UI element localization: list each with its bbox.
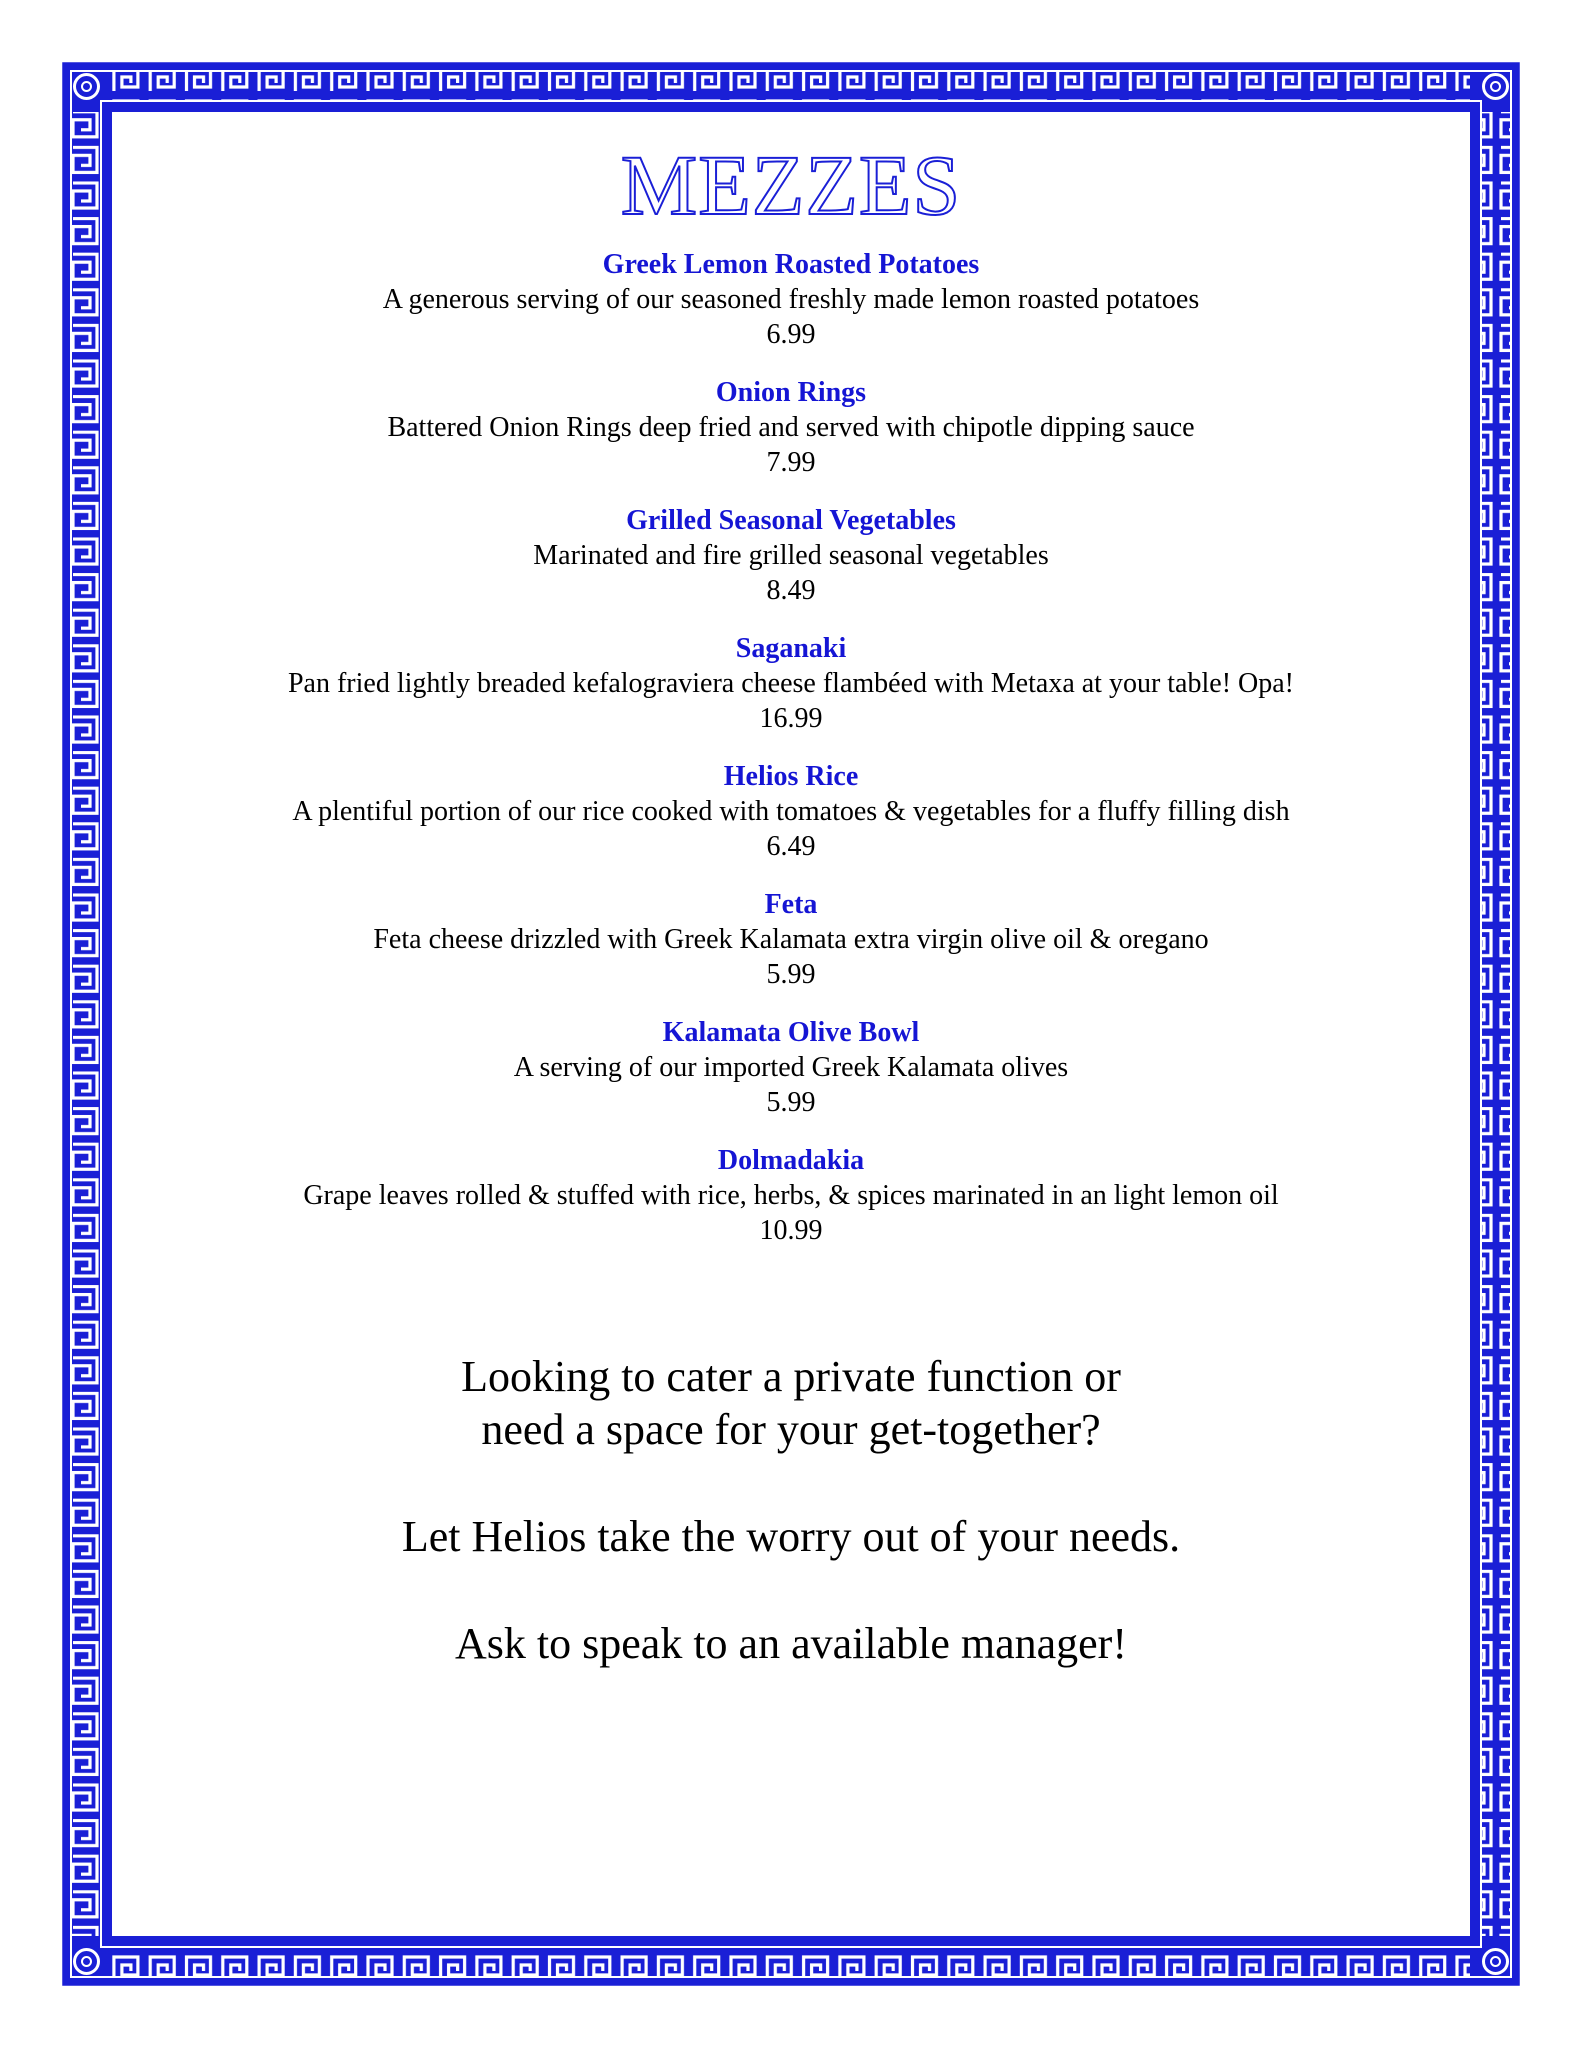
promo-line: Ask to speak to an available manager! [455,1619,1127,1668]
menu-item-description: A generous serving of our seasoned freshly made lemon roasted potatoes [382,284,1200,315]
menu-item-description: Feta cheese drizzled with Greek Kalamata extra virgin olive oil & oregano [373,924,1209,955]
menu-item-name: Dolmadakia [717,1145,865,1176]
promo-line: need a space for your get-together? [481,1405,1101,1454]
menu-item-price: 6.99 [766,319,816,350]
menu-item-description: Pan fried lightly breaded kefalograviera cheese flambéed with Metaxa at your table! Opa! [287,668,1294,699]
menu-item-price: 5.99 [766,959,816,990]
menu-item-name: Saganaki [735,633,847,664]
promo-call-to-action [115,1617,1467,1670]
page-title: MEZZES [620,137,962,233]
menu-item-price: 6.49 [766,831,816,862]
menu-item [115,888,1467,1016]
menu-item [115,504,1467,632]
promo-question [115,1350,1467,1456]
menu-item-price: 10.99 [759,1215,823,1246]
menu-item-name: Grilled Seasonal Vegetables [626,505,956,536]
key-pattern-top [112,71,1470,101]
menu-item [115,760,1467,888]
menu-item-name: Kalamata Olive Bowl [662,1017,920,1048]
menu-item-description: A serving of our imported Greek Kalamata olives [513,1052,1069,1083]
menu-item-price: 16.99 [759,703,823,734]
promo-statement [115,1510,1467,1563]
menu-item [115,1016,1467,1144]
menu-item-name: Helios Rice [723,761,859,792]
key-pattern-right [1481,112,1511,1936]
menu-item-price: 7.99 [766,447,816,478]
menu-item-price: 5.99 [766,1087,816,1118]
menu-item-name: Greek Lemon Roasted Potatoes [602,249,980,280]
key-pattern-bottom [112,1946,1470,1976]
menu-item [115,632,1467,760]
menu-item [115,376,1467,504]
menu-item [115,1144,1467,1272]
menu-item-description: Battered Onion Rings deep fried and served with chipotle dipping sauce [387,412,1195,443]
menu-item-name: Feta [764,889,818,920]
menu-item-description: Grape leaves rolled & stuffed with rice, herbs, & spices marinated in an light lemon oil [303,1180,1279,1211]
menu-item-name: Onion Rings [715,377,867,408]
menu-item-description: A plentiful portion of our rice cooked with tomatoes & vegetables for a fluffy filling dish [292,796,1290,827]
menu-item [115,248,1467,376]
promo-line: Looking to cater a private function or [461,1352,1121,1401]
catering-promo [115,1350,1467,1724]
menu-item-list [115,248,1467,1272]
menu-item-description: Marinated and fire grilled seasonal vegetables [533,540,1049,571]
menu-page [115,115,1467,1933]
key-pattern-left [71,112,101,1936]
promo-line: Let Helios take the worry out of your needs. [401,1512,1181,1561]
menu-item-price: 8.49 [766,575,816,606]
